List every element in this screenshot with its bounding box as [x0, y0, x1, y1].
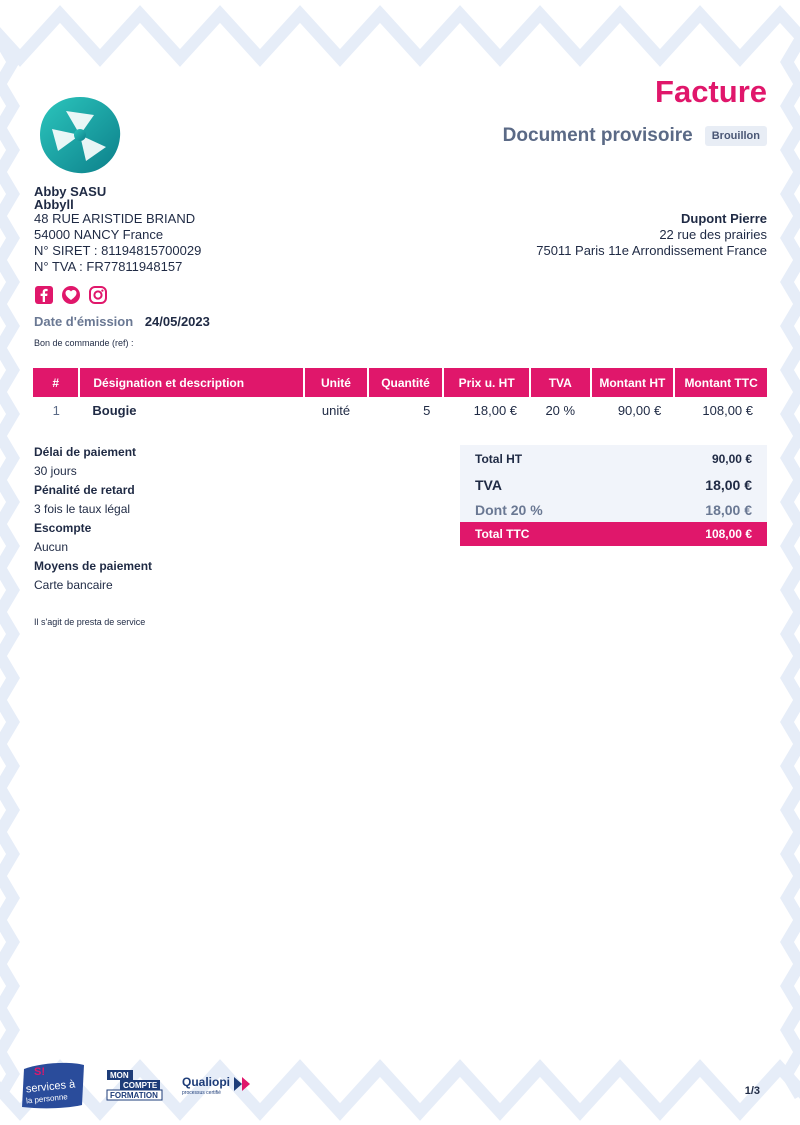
- total-ttc-label: Total TTC: [475, 527, 530, 541]
- invoice-note: Il s'agit de presta de service: [34, 617, 146, 627]
- client-address-line2: 75011 Paris 11e Arrondissement France: [536, 243, 767, 258]
- total-ttc-row: [460, 522, 767, 546]
- row-designation: Bougie: [92, 403, 137, 418]
- tva-value: 18,00 €: [705, 476, 752, 493]
- issuer-vat: N° TVA : FR77811948157: [34, 259, 183, 274]
- services-a-la-personne-logo: [20, 1061, 88, 1109]
- purchase-order-ref: Bon de commande (ref) :: [34, 338, 134, 348]
- discount-label: Escompte: [34, 521, 92, 535]
- issuer-name: Abby SASU: [34, 184, 107, 199]
- company-logo: [36, 95, 124, 175]
- column-header-amount-ttc: Montant TTC: [674, 368, 767, 397]
- payment-terms: [34, 444, 152, 596]
- items-table: [33, 368, 767, 424]
- column-header-amount-ht: Montant HT: [591, 368, 675, 397]
- issuer-block: [34, 185, 201, 275]
- total-ht-row: [460, 445, 767, 472]
- column-header-designation: Désignation et description: [79, 368, 304, 397]
- qualiopi-subtitle: processus certifié: [182, 1090, 221, 1096]
- mon-compte-formation-logo: [106, 1069, 164, 1101]
- status-badge: Brouillon: [705, 126, 767, 146]
- tva-detail-label: Dont 20 %: [475, 501, 543, 518]
- issue-date-value: 24/05/2023: [144, 314, 210, 329]
- column-header-quantity: Quantité: [368, 368, 444, 397]
- services-logo-line1: services à: [25, 1078, 76, 1096]
- svg-text:S!: S!: [34, 1066, 45, 1078]
- issuer-address-line1: 48 RUE ARISTIDE BRIAND: [34, 211, 196, 226]
- document-subtitle: Document provisoire: [502, 125, 693, 146]
- formation-logo-line2: COMPTE: [123, 1081, 158, 1090]
- client-name: Dupont Pierre: [681, 211, 767, 226]
- issuer-siret: N° SIRET : 81194815700029: [34, 243, 202, 258]
- total-ht-value: 90,00 €: [711, 451, 752, 466]
- facebook-icon[interactable]: [34, 285, 54, 305]
- row-amount-ttc: 108,00 €: [702, 403, 753, 418]
- document-status: [503, 125, 767, 147]
- formation-logo-line1: MON: [110, 1071, 129, 1080]
- late-penalty-value: 3 fois le taux légal: [34, 502, 131, 516]
- discount-value: Aucun: [34, 540, 69, 554]
- tva-detail-row: [460, 497, 767, 522]
- column-header-unit-price: Prix u. HT: [443, 368, 530, 397]
- column-header-unit: Unité: [304, 368, 368, 397]
- table-row: [33, 397, 767, 424]
- tva-row: [460, 472, 767, 497]
- qualiopi-logo: [182, 1072, 254, 1098]
- tva-label: TVA: [475, 476, 502, 493]
- instagram-icon[interactable]: [88, 285, 108, 305]
- total-ttc-value: 108,00 €: [705, 527, 752, 541]
- total-ht-label: Total HT: [475, 451, 523, 466]
- services-logo-line2: la personne: [25, 1092, 69, 1106]
- page-number: 1/3: [744, 1085, 760, 1097]
- tva-detail-value: 18,00 €: [705, 501, 752, 518]
- column-header-number: #: [33, 368, 79, 397]
- document-title: Facture: [655, 74, 767, 109]
- row-number: 1: [52, 403, 60, 418]
- issuer-trade-name: Abbyll: [34, 197, 74, 212]
- heart-icon[interactable]: [61, 285, 81, 305]
- formation-logo-line3: FORMATION: [110, 1091, 158, 1100]
- row-amount-ht: 90,00 €: [617, 403, 662, 418]
- payment-delay-value: 30 jours: [34, 464, 77, 478]
- row-vat: 20 %: [545, 403, 576, 418]
- issuer-address-line2: 54000 NANCY France: [34, 227, 164, 242]
- table-header-row: [33, 368, 767, 397]
- payment-delay-label: Délai de paiement: [34, 445, 137, 459]
- column-header-vat: TVA: [530, 368, 590, 397]
- totals-panel: [460, 445, 767, 546]
- client-block: [536, 211, 767, 259]
- client-address-line1: 22 rue des prairies: [659, 227, 767, 242]
- qualiopi-name: Qualiopi: [182, 1075, 230, 1089]
- issue-date: [34, 314, 210, 329]
- payment-methods-value: Carte bancaire: [34, 578, 113, 592]
- payment-methods-label: Moyens de paiement: [34, 559, 153, 573]
- issue-date-label: Date d'émission: [34, 314, 134, 329]
- social-links: [34, 285, 108, 305]
- late-penalty-label: Pénalité de retard: [34, 483, 135, 497]
- row-unit: unité: [321, 403, 351, 418]
- footer-logos: [20, 1061, 254, 1109]
- row-quantity: 5: [423, 403, 431, 418]
- row-unit-price: 18,00 €: [473, 403, 518, 418]
